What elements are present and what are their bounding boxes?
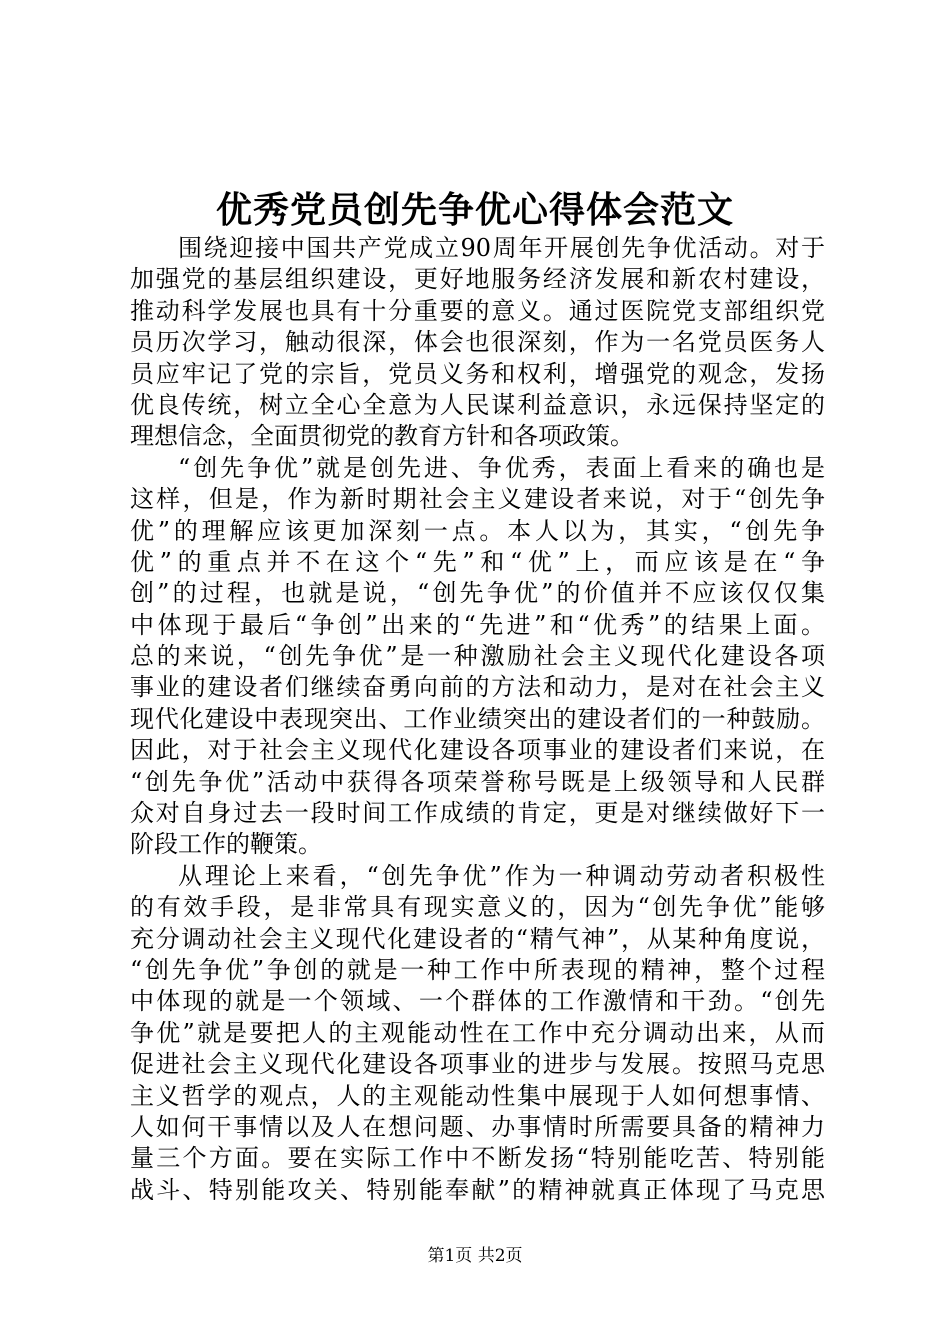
text-line: 总的来说，“创先争优”是一种激励社会主义现代化建设各项 bbox=[130, 642, 825, 671]
text-line: “创先争优”活动中获得各项荣誉称号既是上级领导和人民群 bbox=[130, 767, 825, 796]
page-title: 优秀党员创先争优心得体会范文 bbox=[215, 189, 734, 231]
article-body bbox=[130, 233, 825, 1206]
text-line: 优”的理解应该更加深刻一点。本人以为，其实，“创先争 bbox=[130, 516, 825, 545]
text-line: 因此，对于社会主义现代化建设各项事业的建设者们来说，在 bbox=[130, 736, 825, 765]
text-line: 主义哲学的观点，人的主观能动性集中展现于人如何想事情、 bbox=[130, 1081, 825, 1110]
text-line: “创先争优”就是创先进、争优秀，表面上看来的确也是 bbox=[178, 453, 825, 482]
text-line: 量三个方面。要在实际工作中不断发扬“特别能吃苦、特别能 bbox=[130, 1144, 825, 1173]
text-line: 这样，但是，作为新时期社会主义建设者来说，对于“创先争 bbox=[130, 485, 825, 514]
text-line: 理想信念，全面贯彻党的教育方针和各项政策。 bbox=[130, 422, 634, 451]
text-line: 争优”就是要把人的主观能动性在工作中充分调动出来，从而 bbox=[130, 1018, 825, 1047]
text-line: 现代化建设中表现突出、工作业绩突出的建设者们的一种鼓励。 bbox=[130, 704, 825, 733]
text-line: 众对自身过去一段时间工作成绩的肯定，更是对继续做好下一 bbox=[130, 799, 825, 828]
text-line: 人如何干事情以及人在想问题、办事情时所需要具备的精神力 bbox=[130, 1112, 825, 1141]
text-line: 员历次学习，触动很深，体会也很深刻，作为一名党员医务人 bbox=[130, 328, 825, 357]
text-line: 围绕迎接中国共产党成立90周年开展创先争优活动。对于 bbox=[178, 234, 825, 262]
text-line: 中体现于最后“争创”出来的“先进”和“优秀”的结果上面。 bbox=[130, 610, 825, 639]
text-line: 充分调动社会主义现代化建设者的“精气神”，从某种角度说， bbox=[130, 924, 825, 953]
text-line: 员应牢记了党的宗旨，党员义务和权利，增强党的观念，发扬 bbox=[130, 359, 825, 388]
text-line: 从理论上来看，“创先争优”作为一种调动劳动者积极性 bbox=[178, 861, 825, 890]
text-line: 中体现的就是一个领域、一个群体的工作激情和干劲。“创先 bbox=[130, 987, 825, 1016]
text-line: 战斗、特别能攻关、特别能奉献”的精神就真正体现了马克思 bbox=[130, 1175, 825, 1204]
text-line: 创”的过程，也就是说，“创先争优”的价值并不应该仅仅集 bbox=[130, 579, 825, 608]
text-line: 优良传统，树立全心全意为人民谋利益意识，永远保持坚定的 bbox=[130, 390, 825, 419]
text-line: 推动科学发展也具有十分重要的意义。通过医院党支部组织党 bbox=[130, 296, 825, 325]
text-line: 加强党的基层组织建设，更好地服务经济发展和新农村建设， bbox=[130, 265, 825, 294]
text-line: 优”的重点并不在这个“先”和“优”上，而应该是在“争 bbox=[130, 547, 825, 576]
page-footer: 第1页 共2页 bbox=[427, 1246, 523, 1266]
text-line: “创先争优”争创的就是一种工作中所表现的精神，整个过程 bbox=[130, 955, 825, 984]
text-line: 的有效手段，是非常具有现实意义的，因为“创先争优”能够 bbox=[130, 893, 825, 922]
text-line: 促进社会主义现代化建设各项事业的进步与发展。按照马克思 bbox=[130, 1050, 825, 1079]
text-line: 事业的建设者们继续奋勇向前的方法和动力，是对在社会主义 bbox=[130, 673, 825, 702]
text-line: 阶段工作的鞭策。 bbox=[130, 830, 322, 859]
